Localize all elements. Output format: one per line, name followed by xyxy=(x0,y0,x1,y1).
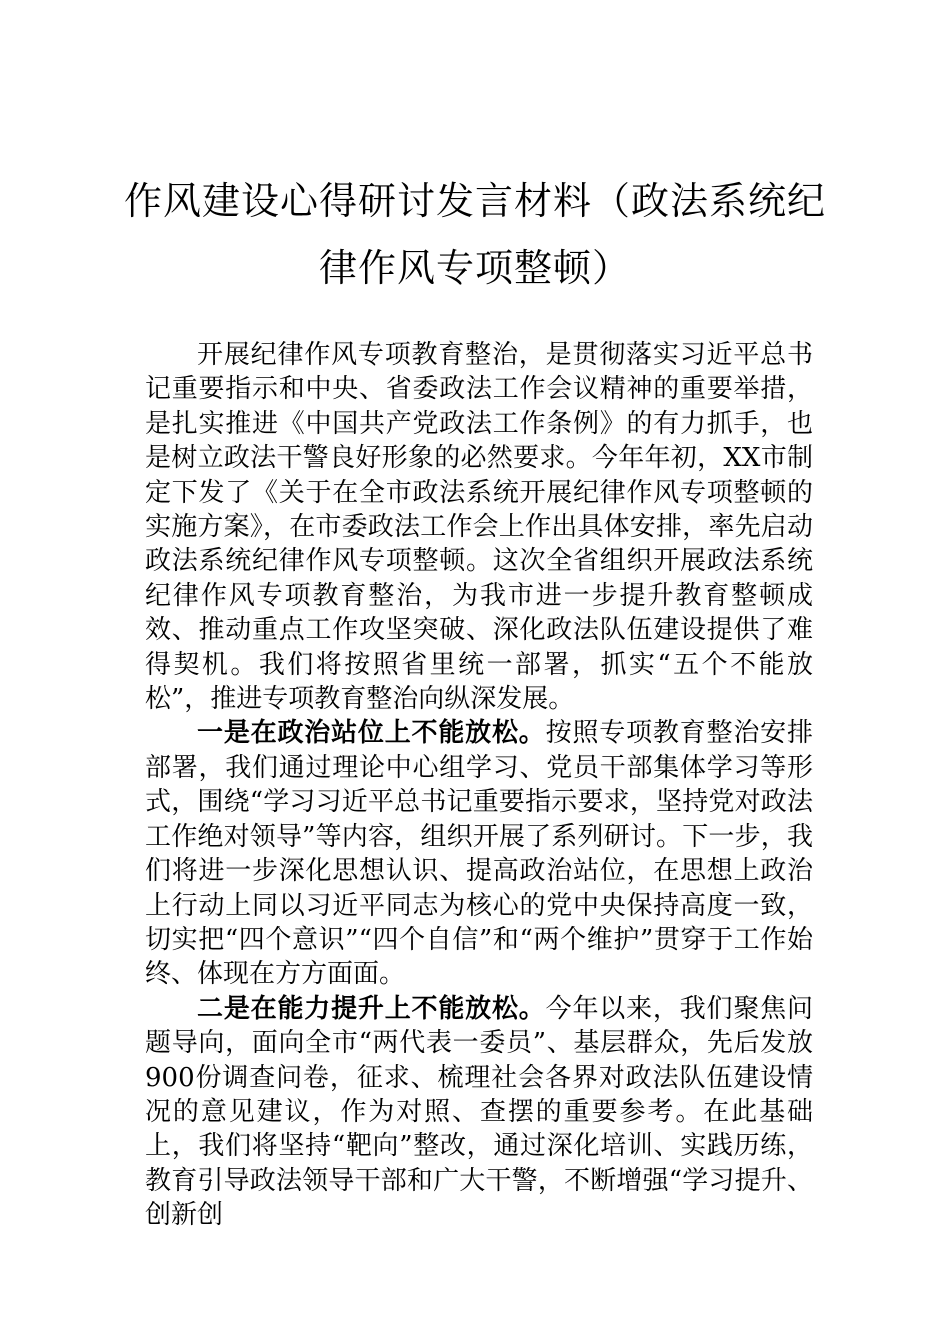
paragraph-text: 按照专项教育整治安排部署，我们通过理论中心组学习、党员干部集体学习等形式，围绕“学习习近平总书记重要指示要求，坚持党对政法工作绝对领导”等内容，组织开展了系列研讨。下一步，我们将进一步深化思想认识、提高政治站位，在思想上政治上行动上同以习近平同志为核心的党中央保持高度一致，切实把“四个意识”“四个自信”和“两个维护”贯穿于工作始终、体现在方方面面。 xyxy=(145,718,813,990)
paragraph-text: 今年以来，我们聚焦问题导向，面向全市“两代表一委员”、基层群众，先后发放900份调查问卷，征求、梳理社会各界对政法队伍建设情况的意见建议，作为对照、查摆的重要参考。在此基础上，我们将坚持“靶向”整改，通过深化培训、实践历练，教育引导政法领导干部和广大干警，不断增强“学习提升、创新创 xyxy=(145,993,813,1231)
document-body xyxy=(145,338,813,1233)
paragraph-lead: 二是在能力提升上不能放松。 xyxy=(197,993,546,1024)
paragraph-intro xyxy=(145,338,813,716)
paragraph-ability-improvement xyxy=(145,992,813,1233)
document-title-line-1: 作风建设心得研讨发言材料（政法系统纪 xyxy=(123,179,826,223)
paragraph-text: 开展纪律作风专项教育整治，是贯彻落实习近平总书记重要指示和中央、省委政法工作会议精神的重要举措，是扎实推进《中国共产党政法工作条例》的有力抓手，也是树立政法干警良好形象的必然要求。今年年初，XX市制定下发了《关于在全市政法系统开展纪律作风专项整顿的实施方案》，在市委政法工作会上作出具体安排，率先启动政法系统纪律作风专项整顿。这次全省组织开展政法系统纪律作风专项教育整治，为我市进一步提升教育整顿成效、推动重点工作攻坚突破、深化政法队伍建设提供了难得契机。我们将按照省里统一部署，抓实“五个不能放松”，推进专项教育整治向纵深发展。 xyxy=(145,340,813,715)
paragraph-political-stance xyxy=(145,716,813,991)
document-title-line-2: 律作风专项整顿） xyxy=(318,246,631,290)
paragraph-lead: 一是在政治站位上不能放松。 xyxy=(197,718,546,749)
